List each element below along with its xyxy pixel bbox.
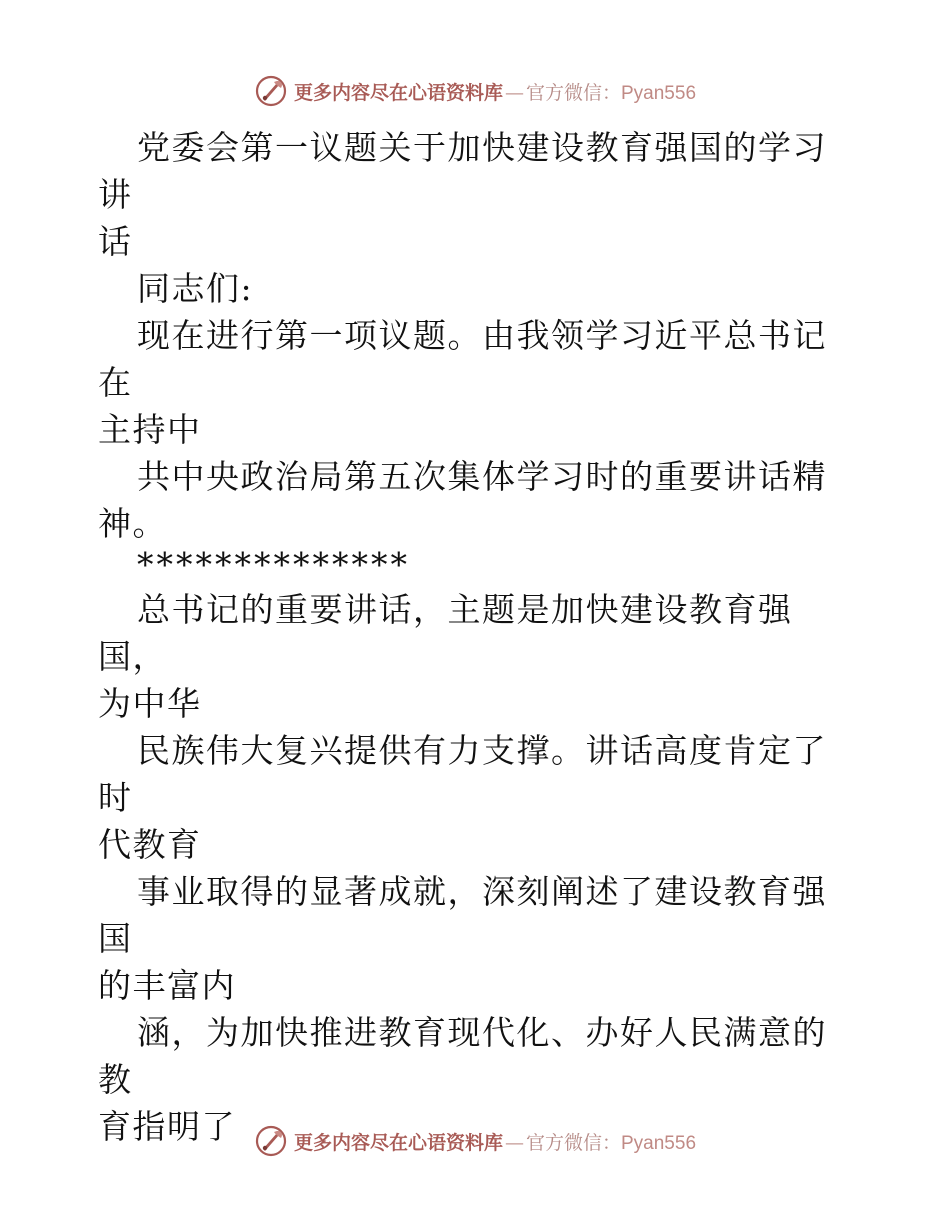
paragraph-4-line-2: 代教育 [98, 825, 202, 864]
paragraph-4-line-1: 民族伟大复兴提供有力支撑。讲话高度肯定了时 [98, 731, 827, 817]
document-body [98, 122, 858, 1148]
paragraph-6-line-2: 育指明了 [98, 1107, 236, 1146]
watermark-text [294, 78, 696, 105]
quill-logo-icon [254, 74, 288, 108]
paragraph-5-line-2: 的丰富内 [98, 966, 236, 1005]
watermark-wechat-label: 官方微信： [525, 81, 621, 104]
quill-logo-icon [254, 1124, 288, 1158]
title-line-1: 党委会第一议题关于加快建设教育强国的学习讲 [98, 128, 827, 214]
paragraph-1-line-1: 现在进行第一项议题。由我领学习近平总书记在 [98, 316, 827, 402]
watermark-dash: — [504, 1131, 524, 1154]
paragraph-2-line-1: 共中央政治局第五次集体学习时的重要讲话精 [137, 457, 827, 496]
watermark-dash: — [504, 81, 524, 104]
paragraph-1-line-2: 主持中 [98, 410, 202, 449]
watermark-wechat-id: Pyan556 [621, 82, 697, 104]
watermark-brand: 更多内容尽在心语资料库 [293, 81, 503, 104]
footer-watermark [0, 1124, 950, 1158]
paragraph-2-line-2: 神。 [98, 504, 167, 543]
paragraph-5-line-1: 事业取得的显著成就，深刻阐述了建设教育强国 [98, 872, 827, 958]
paragraph-3-line-1: 总书记的重要讲话，主题是加快建设教育强国， [98, 590, 793, 676]
watermark-wechat-label: 官方微信： [525, 1131, 621, 1154]
paragraph-6-line-1: 涵，为加快推进教育现代化、办好人民满意的教 [98, 1013, 827, 1099]
watermark-brand: 更多内容尽在心语资料库 [293, 1131, 503, 1154]
watermark-text [294, 1128, 696, 1155]
paragraph-3-line-2: 为中华 [98, 684, 202, 723]
header-watermark [0, 74, 950, 108]
watermark-wechat-id: Pyan556 [621, 1132, 697, 1154]
separator-stars: ************** [137, 545, 410, 584]
title-line-2: 话 [98, 222, 133, 261]
salutation: 同志们: [137, 269, 254, 308]
